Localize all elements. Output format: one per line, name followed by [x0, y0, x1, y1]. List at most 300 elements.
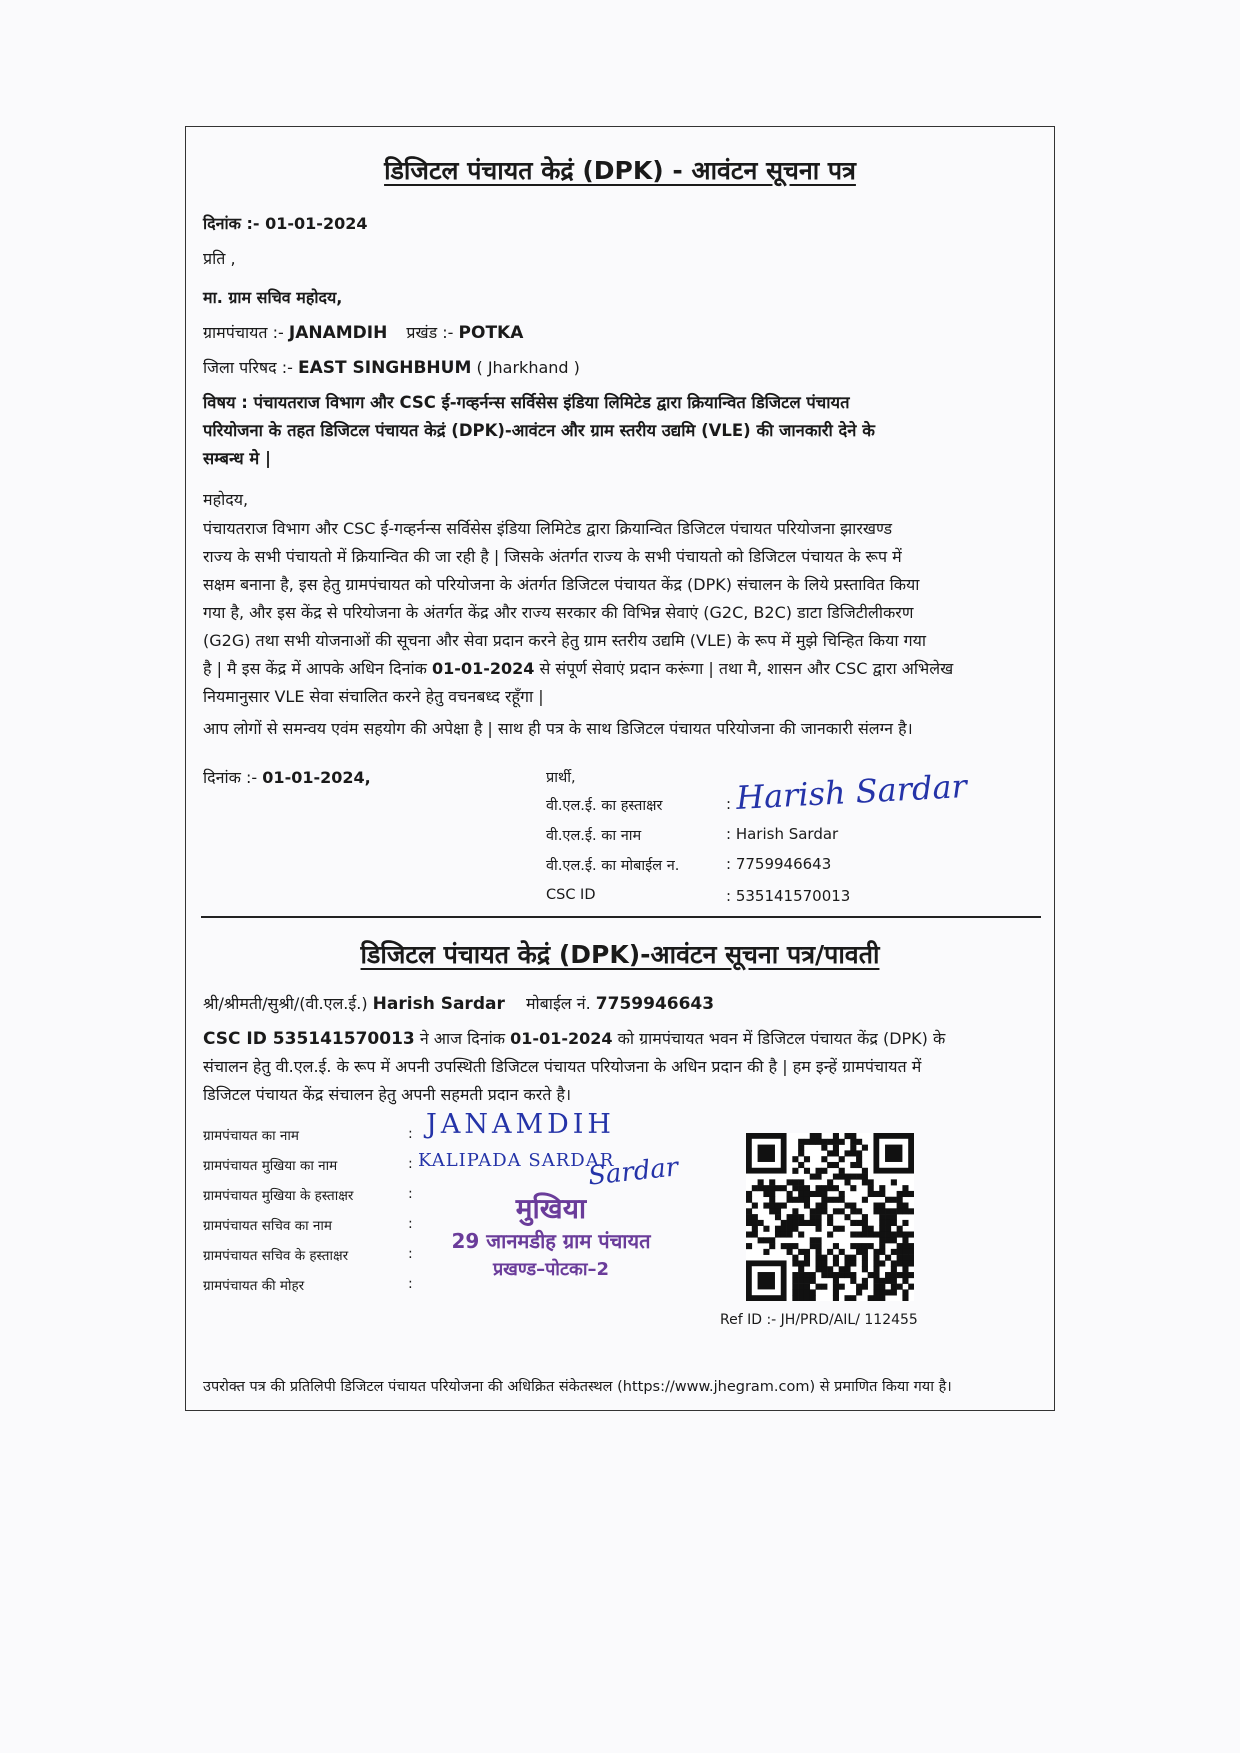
qr-module — [879, 1226, 885, 1232]
qr-module — [879, 1214, 885, 1220]
qr-module — [856, 1243, 862, 1249]
qr-module — [873, 1284, 879, 1290]
qr-module — [844, 1266, 850, 1272]
qr-module — [827, 1266, 833, 1272]
district-line — [203, 357, 580, 379]
qr-module — [758, 1179, 764, 1185]
qr-module — [839, 1191, 845, 1197]
qr-module — [850, 1272, 856, 1278]
qr-module — [833, 1185, 839, 1191]
qr-module — [891, 1249, 897, 1255]
qr-module — [769, 1191, 775, 1197]
qr-module — [798, 1197, 804, 1203]
qr-module — [821, 1266, 827, 1272]
qr-module — [868, 1272, 874, 1278]
qr-module — [792, 1179, 798, 1185]
qr-module — [833, 1145, 839, 1151]
qr-module — [879, 1203, 885, 1209]
qr-module — [775, 1185, 781, 1191]
qr-module — [804, 1168, 810, 1174]
qr-module — [763, 1237, 769, 1243]
qr-module — [839, 1249, 845, 1255]
qr-module — [902, 1266, 908, 1272]
row-colon: : — [408, 1156, 413, 1172]
qr-module — [746, 1243, 752, 1249]
qr-module — [787, 1197, 793, 1203]
qr-module — [798, 1260, 804, 1266]
mukhiya-stamp — [416, 1192, 686, 1284]
qr-module — [879, 1191, 885, 1197]
letter-sheet — [185, 126, 1055, 1411]
qr-module — [827, 1220, 833, 1226]
qr-finder-pattern — [885, 1145, 902, 1162]
qr-module — [839, 1266, 845, 1272]
qr-module — [850, 1208, 856, 1214]
qr-module — [862, 1255, 868, 1261]
qr-module — [816, 1214, 822, 1220]
qr-module — [833, 1278, 839, 1284]
qr-module — [810, 1214, 816, 1220]
qr-module — [902, 1220, 908, 1226]
qr-module — [891, 1237, 897, 1243]
qr-module — [827, 1185, 833, 1191]
qr-module — [792, 1220, 798, 1226]
qr-module — [798, 1231, 804, 1237]
body-text: है | मै इस केंद्र में आपके अधिन दिनांक — [203, 659, 427, 678]
qr-module — [816, 1260, 822, 1266]
qr-module — [810, 1133, 816, 1139]
qr-module — [804, 1284, 810, 1290]
qr-module — [769, 1237, 775, 1243]
qr-module — [879, 1220, 885, 1226]
qr-module — [798, 1191, 804, 1197]
qr-module — [844, 1203, 850, 1209]
qr-module — [816, 1255, 822, 1261]
row-label: ग्रामपंचायत का नाम — [203, 1128, 299, 1144]
qr-module — [792, 1278, 798, 1284]
qr-module — [798, 1289, 804, 1295]
qr-module — [798, 1145, 804, 1151]
qr-module — [804, 1255, 810, 1261]
qr-module — [856, 1139, 862, 1145]
qr-module — [758, 1237, 764, 1243]
qr-module — [810, 1295, 816, 1301]
qr-module — [897, 1191, 903, 1197]
qr-module — [821, 1272, 827, 1278]
ref-id: Ref ID :- JH/PRD/AIL/ 112455 — [720, 1312, 918, 1328]
csc-label: CSC ID — [546, 887, 596, 903]
qr-module — [763, 1203, 769, 1209]
qr-module — [821, 1203, 827, 1209]
qr-module — [891, 1208, 897, 1214]
qr-module — [810, 1191, 816, 1197]
qr-module — [792, 1208, 798, 1214]
qr-module — [868, 1179, 874, 1185]
qr-module — [902, 1278, 908, 1284]
qr-module — [833, 1208, 839, 1214]
qr-module — [833, 1255, 839, 1261]
qr-module — [775, 1226, 781, 1232]
qr-module — [833, 1133, 839, 1139]
addressee: मा. ग्राम सचिव महोदय, — [203, 288, 343, 307]
qr-module — [810, 1272, 816, 1278]
row-colon: : — [408, 1276, 413, 1292]
qr-module — [816, 1243, 822, 1249]
qr-module — [752, 1203, 758, 1209]
qr-module — [862, 1231, 868, 1237]
body-line: गया है, और इस केंद्र से परियोजना के अंतर्गत केंद्र और राज्य सरकार की विभिन्न सेवाएं (G2C, B2C) डाटा डिजिटीलीकरण — [203, 603, 914, 622]
qr-module — [873, 1231, 879, 1237]
qr-module — [816, 1249, 822, 1255]
qr-module — [833, 1295, 839, 1301]
qr-module — [798, 1295, 804, 1301]
qr-module — [908, 1272, 914, 1278]
qr-module — [844, 1179, 850, 1185]
qr-module — [792, 1197, 798, 1203]
qr-module — [891, 1260, 897, 1266]
qr-module — [873, 1295, 879, 1301]
qr-module — [781, 1203, 787, 1209]
qr-module — [862, 1249, 868, 1255]
vle-sign-label: वी.एल.ई. का हस्ताक्षर — [546, 798, 663, 814]
qr-module — [902, 1191, 908, 1197]
vle-signature: Harish Sardar — [735, 766, 968, 818]
qr-module — [839, 1156, 845, 1162]
qr-module — [810, 1289, 816, 1295]
ack-line: संचालन हेतु वी.एल.ई. के रूप में अपनी उपस्थिती डिजिटल पंचायत परियोजना के अधिन प्रदान की है | हम इन्हें ग्रामपंचायत में — [203, 1057, 922, 1076]
qr-module — [868, 1231, 874, 1237]
qr-module — [873, 1203, 879, 1209]
qr-module — [839, 1168, 845, 1174]
qr-module — [908, 1260, 914, 1266]
qr-module — [868, 1191, 874, 1197]
qr-module — [798, 1278, 804, 1284]
qr-module — [787, 1243, 793, 1249]
qr-module — [885, 1272, 891, 1278]
qr-module — [833, 1197, 839, 1203]
qr-module — [856, 1284, 862, 1290]
qr-module — [798, 1150, 804, 1156]
qr-module — [810, 1243, 816, 1249]
qr-module — [868, 1243, 874, 1249]
qr-module — [821, 1185, 827, 1191]
qr-module — [816, 1284, 822, 1290]
qr-module — [885, 1231, 891, 1237]
qr-module — [850, 1174, 856, 1180]
qr-module — [879, 1284, 885, 1290]
qr-module — [804, 1156, 810, 1162]
qr-module — [833, 1284, 839, 1290]
qr-module — [816, 1168, 822, 1174]
qr-module — [850, 1220, 856, 1226]
qr-module — [873, 1272, 879, 1278]
qr-module — [839, 1284, 845, 1290]
qr-module — [816, 1203, 822, 1209]
qr-module — [833, 1174, 839, 1180]
qr-module — [816, 1226, 822, 1232]
qr-module — [839, 1139, 845, 1145]
qr-module — [897, 1272, 903, 1278]
qr-module — [908, 1191, 914, 1197]
qr-module — [781, 1231, 787, 1237]
qr-module — [810, 1278, 816, 1284]
qr-module — [850, 1278, 856, 1284]
qr-module — [833, 1243, 839, 1249]
qr-module — [862, 1278, 868, 1284]
letter-date: दिनांक :- 01-01-2024 — [203, 214, 368, 233]
body-line: सक्षम बनाना है, इस हेतु ग्रामपंचायत को परियोजना के अंतर्गत डिजिटल पंचायत केंद्र (DPK) संचालन के लिये प्रस्तावित किया — [203, 575, 920, 594]
qr-module — [897, 1197, 903, 1203]
qr-module — [844, 1133, 850, 1139]
qr-module — [787, 1191, 793, 1197]
row-colon: : — [408, 1216, 413, 1232]
qr-module — [873, 1260, 879, 1266]
ack-text: को ग्रामपंचायत भवन में डिजिटल पंचायत केंद्र (DPK) के — [617, 1029, 946, 1048]
qr-module — [839, 1208, 845, 1214]
row-colon: : — [408, 1126, 413, 1142]
qr-module — [781, 1226, 787, 1232]
ack-date: 01-01-2024 — [510, 1029, 613, 1048]
gram-value: JANAMDIH — [288, 323, 388, 343]
qr-module — [763, 1191, 769, 1197]
qr-module — [827, 1272, 833, 1278]
qr-module — [792, 1168, 798, 1174]
qr-module — [804, 1220, 810, 1226]
qr-module — [856, 1208, 862, 1214]
qr-module — [827, 1249, 833, 1255]
ack-prefix: श्री/श्रीमती/सुश्री/(वी.एल.ई.) — [203, 994, 368, 1013]
qr-module — [792, 1243, 798, 1249]
qr-module — [902, 1237, 908, 1243]
qr-module — [816, 1208, 822, 1214]
qr-module — [850, 1295, 856, 1301]
qr-module — [792, 1295, 798, 1301]
prati: प्रति , — [203, 249, 236, 268]
qr-module — [792, 1284, 798, 1290]
qr-module — [902, 1295, 908, 1301]
qr-module — [856, 1249, 862, 1255]
qr-module — [891, 1231, 897, 1237]
qr-module — [775, 1231, 781, 1237]
qr-module — [902, 1231, 908, 1237]
qr-module — [816, 1133, 822, 1139]
qr-module — [798, 1139, 804, 1145]
vle-mobile-value: : 7759946643 — [726, 855, 832, 873]
qr-module — [752, 1220, 758, 1226]
qr-module — [908, 1243, 914, 1249]
qr-module — [758, 1220, 764, 1226]
qr-module — [746, 1191, 752, 1197]
qr-module — [798, 1179, 804, 1185]
qr-module — [862, 1243, 868, 1249]
qr-module — [810, 1237, 816, 1243]
qr-module — [821, 1284, 827, 1290]
qr-module — [798, 1162, 804, 1168]
qr-module — [897, 1231, 903, 1237]
qr-module — [902, 1289, 908, 1295]
qr-module — [862, 1174, 868, 1180]
qr-module — [798, 1185, 804, 1191]
vle-mobile-label: वी.एल.ई. का मोबाईल न. — [546, 858, 680, 874]
qr-module — [862, 1266, 868, 1272]
qr-module — [879, 1208, 885, 1214]
qr-module — [792, 1272, 798, 1278]
qr-module — [821, 1168, 827, 1174]
qr-module — [804, 1191, 810, 1197]
qr-module — [746, 1231, 752, 1237]
qr-module — [856, 1174, 862, 1180]
qr-code — [746, 1133, 914, 1301]
qr-module — [781, 1185, 787, 1191]
qr-module — [798, 1249, 804, 1255]
qr-module — [868, 1185, 874, 1191]
qr-module — [792, 1260, 798, 1266]
qr-module — [902, 1272, 908, 1278]
qr-module — [844, 1255, 850, 1261]
qr-module — [816, 1237, 822, 1243]
qr-module — [879, 1278, 885, 1284]
qr-module — [850, 1260, 856, 1266]
qr-module — [873, 1249, 879, 1255]
state-value: ( Jharkhand ) — [476, 358, 580, 377]
qr-module — [839, 1272, 845, 1278]
qr-module — [833, 1260, 839, 1266]
qr-module — [902, 1260, 908, 1266]
qr-module — [758, 1185, 764, 1191]
gram-panchayat-line — [203, 322, 523, 344]
qr-module — [862, 1220, 868, 1226]
qr-module — [833, 1162, 839, 1168]
qr-module — [873, 1289, 879, 1295]
qr-module — [775, 1208, 781, 1214]
qr-module — [856, 1289, 862, 1295]
ack-vle-name: Harish Sardar — [372, 994, 505, 1014]
qr-module — [856, 1156, 862, 1162]
qr-module — [821, 1156, 827, 1162]
qr-module — [908, 1208, 914, 1214]
qr-finder-pattern — [758, 1145, 775, 1162]
qr-module — [769, 1203, 775, 1209]
qr-module — [804, 1289, 810, 1295]
qr-module — [798, 1214, 804, 1220]
qr-module — [856, 1231, 862, 1237]
qr-module — [897, 1255, 903, 1261]
qr-module — [879, 1237, 885, 1243]
sign-date-label: दिनांक :- — [203, 768, 258, 787]
qr-module — [844, 1150, 850, 1156]
qr-module — [792, 1156, 798, 1162]
ack-line — [203, 1025, 1045, 1053]
qr-module — [804, 1272, 810, 1278]
ack-vle-line — [203, 993, 714, 1015]
qr-module — [827, 1214, 833, 1220]
qr-module — [891, 1266, 897, 1272]
qr-module — [885, 1278, 891, 1284]
ack-line: डिजिटल पंचायत केंद्र संचालन हेतु अपनी सहमती प्रदान करते है। — [203, 1085, 572, 1104]
qr-module — [856, 1150, 862, 1156]
qr-module — [804, 1249, 810, 1255]
qr-module — [879, 1289, 885, 1295]
qr-module — [891, 1179, 897, 1185]
body-line: राज्य के सभी पंचायतो में क्रियान्वित की जा रही है | जिसके अंतर्गत राज्य के सभी पंचायतो को डिजिटल पंचायत के रूप में — [203, 547, 902, 566]
qr-module — [885, 1237, 891, 1243]
qr-module — [827, 1197, 833, 1203]
mukhiya-name-handwritten: KALIPADA SARDAR — [418, 1150, 615, 1171]
qr-module — [902, 1249, 908, 1255]
stamp-line: प्रखण्ड–पोटका–2 — [492, 1259, 610, 1280]
qr-module — [769, 1208, 775, 1214]
qr-module — [746, 1214, 752, 1220]
qr-module — [862, 1260, 868, 1266]
qr-module — [850, 1203, 856, 1209]
qr-module — [792, 1255, 798, 1261]
qr-module — [816, 1185, 822, 1191]
qr-module — [873, 1278, 879, 1284]
salutation: महोदय, — [203, 490, 249, 509]
vle-name-value: : Harish Sardar — [726, 825, 839, 843]
qr-module — [908, 1249, 914, 1255]
letter-title: डिजिटल पंचायत केद्रं (DPK) - आवंटन सूचना पत्र — [384, 156, 856, 185]
qr-module — [821, 1139, 827, 1145]
qr-module — [844, 1174, 850, 1180]
qr-module — [868, 1295, 874, 1301]
qr-module — [821, 1260, 827, 1266]
qr-module — [862, 1284, 868, 1290]
ack-csc-id: CSC ID 535141570013 — [203, 1029, 415, 1049]
qr-module — [769, 1243, 775, 1249]
qr-module — [891, 1278, 897, 1284]
qr-module — [902, 1255, 908, 1261]
qr-module — [804, 1139, 810, 1145]
qr-module — [873, 1266, 879, 1272]
qr-module — [902, 1208, 908, 1214]
qr-module — [798, 1272, 804, 1278]
qr-module — [804, 1260, 810, 1266]
gram-name-handwritten: JANAMDIH — [426, 1109, 615, 1140]
qr-module — [787, 1249, 793, 1255]
body-text: से संपूर्ण सेवाएं प्रदान करूंगा | तथा मै, शासन और CSC द्वारा अभिलेख — [539, 659, 954, 678]
qr-module — [850, 1162, 856, 1168]
qr-module — [798, 1266, 804, 1272]
qr-module — [746, 1220, 752, 1226]
vle-sign-colon: : — [726, 795, 732, 813]
qr-module — [821, 1145, 827, 1151]
qr-module — [885, 1226, 891, 1232]
qr-module — [816, 1174, 822, 1180]
qr-module — [810, 1208, 816, 1214]
qr-module — [827, 1231, 833, 1237]
qr-module — [775, 1203, 781, 1209]
qr-module — [879, 1260, 885, 1266]
qr-module — [850, 1139, 856, 1145]
qr-module — [885, 1255, 891, 1261]
qr-module — [891, 1197, 897, 1203]
body-date: 01-01-2024 — [432, 659, 535, 678]
body-line: नियमानुसार VLE सेवा संचालित करने हेतु वचनबध्द रहूँगा | — [203, 687, 544, 706]
qr-module — [908, 1284, 914, 1290]
qr-module — [908, 1231, 914, 1237]
qr-module — [781, 1243, 787, 1249]
qr-module — [902, 1203, 908, 1209]
qr-module — [763, 1185, 769, 1191]
qr-module — [775, 1214, 781, 1220]
qr-module — [792, 1185, 798, 1191]
qr-module — [769, 1185, 775, 1191]
qr-module — [844, 1214, 850, 1220]
qr-module — [868, 1226, 874, 1232]
qr-module — [850, 1150, 856, 1156]
qr-module — [787, 1220, 793, 1226]
